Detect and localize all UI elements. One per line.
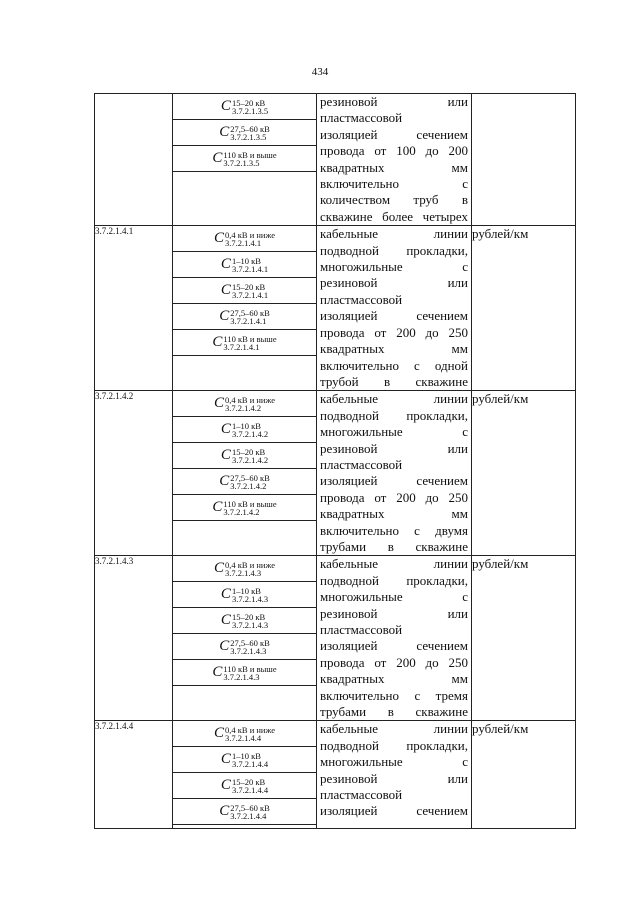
description-line: провода от 200 до 250 xyxy=(320,489,468,505)
symbol-entry xyxy=(173,278,316,304)
symbol-entry xyxy=(173,330,316,356)
description-line: пластмассовой xyxy=(320,622,403,637)
unit-cell xyxy=(472,556,576,721)
symbol-superscript: 1–10 кВ xyxy=(231,585,261,596)
symbol-formula xyxy=(214,560,275,577)
symbol-subscript: 3.7.2.1.4.3 xyxy=(231,619,269,630)
symbol-superscript: 1–10 кВ xyxy=(231,255,261,266)
description-line: изоляцией сечением xyxy=(320,473,468,489)
symbol-entry xyxy=(173,608,316,634)
symbol-subscript: 3.7.2.1.4.4 xyxy=(225,732,262,743)
symbol-subscript: 3.7.2.1.4.4 xyxy=(230,810,267,821)
symbol-subscript: 3.7.2.1.4.2 xyxy=(223,506,260,517)
description-line: провода от 100 до 200 xyxy=(320,143,468,159)
description-line: включительно с двумя xyxy=(320,522,468,538)
symbol-entry xyxy=(173,94,316,120)
symbol-formula xyxy=(221,98,268,115)
description-line: квадратных мм xyxy=(320,159,468,175)
symbol-base: C xyxy=(212,150,223,166)
symbol-base: C xyxy=(220,612,231,629)
symbol-subscript: 3.7.2.1.4.2 xyxy=(230,480,267,491)
description-line: подводной прокладки, xyxy=(320,242,468,258)
symbol-base: C xyxy=(212,664,223,681)
symbol-subscript: 3.7.2.1.4.1 xyxy=(230,315,267,326)
description-line: многожильные с xyxy=(320,259,468,275)
symbol-scripts xyxy=(232,587,268,603)
symbol-entry xyxy=(173,469,316,495)
symbol-scripts xyxy=(225,726,275,742)
symbol-superscript: 0,4 кВ и ниже xyxy=(225,229,275,240)
symbol-entry xyxy=(173,120,316,146)
symbol-subscript: 3.7.2.1.3.5 xyxy=(230,131,267,142)
symbol-subscript: 3.7.2.1.4.1 xyxy=(223,341,260,352)
symbol-formula xyxy=(219,473,270,490)
symbol-subscript: 3.7.2.1.4.1 xyxy=(231,289,269,300)
description-line: пластмассовой xyxy=(320,456,403,472)
description-line: провода от 200 до 250 xyxy=(320,324,468,340)
description-cell xyxy=(317,391,472,556)
symbol-formula xyxy=(214,725,275,742)
unit-label: рублей/км xyxy=(472,556,529,572)
symbol-entry xyxy=(173,252,316,278)
description-line: включительно с одной xyxy=(320,357,468,373)
symbol-entry xyxy=(173,747,316,773)
symbol-subscript: 3.7.2.1.4.3 xyxy=(231,593,269,604)
symbol-superscript: 110 кВ и выше xyxy=(223,149,277,160)
symbol-formula xyxy=(221,612,268,629)
symbol-superscript: 27,5–60 кВ xyxy=(230,123,270,134)
symbol-scripts xyxy=(230,309,270,325)
symbol-scripts xyxy=(230,474,270,490)
symbol-superscript: 15–20 кВ xyxy=(231,97,266,108)
description-line: кабельные линии xyxy=(320,391,468,407)
symbol-base: C xyxy=(212,499,223,516)
symbol-formula xyxy=(221,447,268,464)
symbol-base: C xyxy=(219,124,230,140)
symbol-subscript: 3.7.2.1.4.1 xyxy=(225,237,262,248)
symbol-base: C xyxy=(220,421,231,438)
symbol-base: C xyxy=(220,98,231,114)
description-line: изоляцией сечением xyxy=(320,126,468,142)
description-line: изоляцией сечением xyxy=(320,638,468,654)
symbol-base: C xyxy=(219,308,230,325)
symbol-subscript: 3.7.2.1.4.4 xyxy=(231,784,269,795)
symbol-formula xyxy=(214,395,275,412)
symbol-scripts xyxy=(223,335,276,351)
row-code-cell xyxy=(95,556,173,721)
symbol-superscript: 27,5–60 кВ xyxy=(230,307,270,318)
symbol-base: C xyxy=(219,803,230,820)
table-row xyxy=(95,226,576,391)
symbol-superscript: 15–20 кВ xyxy=(231,776,266,787)
symbol-formula xyxy=(221,421,268,438)
symbol-subscript: 3.7.2.1.4.2 xyxy=(231,428,269,439)
symbol-base: C xyxy=(214,395,225,412)
description-line: квадратных мм xyxy=(320,506,468,522)
description-line: трубой в скважине xyxy=(320,373,468,389)
symbol-superscript: 0,4 кВ и ниже xyxy=(225,724,275,735)
description-line: включительно с xyxy=(320,176,468,192)
symbol-subscript: 3.7.2.1.3.5 xyxy=(223,157,260,168)
symbol-base: C xyxy=(220,777,231,794)
symbol-entry xyxy=(173,556,316,582)
description-line: резиновой или xyxy=(320,94,468,109)
symbol-base: C xyxy=(219,473,230,490)
description-line: трубами в скважине xyxy=(320,704,468,720)
symbol-scripts xyxy=(232,99,268,115)
row-code-cell xyxy=(95,94,173,226)
description-cell xyxy=(317,556,472,721)
symbol-formula xyxy=(212,150,276,167)
row-code: 3.7.2.1.4.3 xyxy=(95,556,134,567)
symbol-entry xyxy=(173,721,316,747)
symbol-superscript: 0,4 кВ и ниже xyxy=(225,394,275,405)
description-line: квадратных мм xyxy=(320,341,468,357)
symbol-formula xyxy=(219,803,270,820)
symbol-superscript: 27,5–60 кВ xyxy=(230,472,270,483)
table-row xyxy=(95,556,576,721)
symbol-formula xyxy=(212,499,276,516)
description-cell xyxy=(317,721,472,829)
symbol-entry xyxy=(173,495,316,521)
symbol-superscript: 15–20 кВ xyxy=(231,446,266,457)
symbol-scripts xyxy=(232,448,268,464)
description-line: резиновой или xyxy=(320,275,468,291)
symbol-entry xyxy=(173,634,316,660)
tariff-table-body xyxy=(95,94,576,829)
symbol-subscript: 3.7.2.1.4.2 xyxy=(225,402,262,413)
description-line: кабельные линии xyxy=(320,556,468,572)
description-cell xyxy=(317,226,472,391)
symbol-base: C xyxy=(220,256,231,273)
table-row xyxy=(95,721,576,829)
symbol-superscript: 0,4 кВ и ниже xyxy=(225,559,275,570)
symbol-entry xyxy=(173,417,316,443)
description-line: пластмассовой xyxy=(320,291,403,307)
symbol-cell xyxy=(173,721,317,829)
symbol-entry xyxy=(173,799,316,825)
symbol-subscript: 3.7.2.1.4.4 xyxy=(231,758,269,769)
symbol-base: C xyxy=(220,282,231,299)
symbol-scripts xyxy=(232,422,268,438)
symbol-scripts xyxy=(230,639,270,655)
symbol-base: C xyxy=(220,586,231,603)
symbol-subscript: 3.7.2.1.3.5 xyxy=(231,105,269,116)
description-line: подводной прокладки, xyxy=(320,572,468,588)
description-line: многожильные с xyxy=(320,424,468,440)
symbol-scripts xyxy=(232,257,268,273)
symbol-cell xyxy=(173,556,317,721)
unit-cell xyxy=(472,94,576,226)
tariff-table xyxy=(94,93,576,829)
description-line: трубами в скважине xyxy=(320,538,468,554)
symbol-entry xyxy=(173,391,316,417)
description-line: кабельные линии xyxy=(320,226,468,242)
description-cell xyxy=(317,94,472,226)
description-line: резиновой или xyxy=(320,770,468,786)
symbol-entry xyxy=(173,773,316,799)
symbol-base: C xyxy=(214,230,225,247)
symbol-formula xyxy=(221,256,268,273)
unit-label: рублей/км xyxy=(472,391,529,407)
row-code: 3.7.2.1.4.4 xyxy=(95,721,134,732)
row-code-cell xyxy=(95,226,173,391)
table-row xyxy=(95,94,576,226)
symbol-superscript: 110 кВ и выше xyxy=(223,333,277,344)
symbol-scripts xyxy=(223,151,276,167)
description-line: включительно с тремя xyxy=(320,687,468,703)
row-code-cell xyxy=(95,391,173,556)
symbol-scripts xyxy=(225,231,275,247)
symbol-cell xyxy=(173,391,317,556)
symbol-scripts xyxy=(230,804,270,820)
table-row xyxy=(95,391,576,556)
symbol-superscript: 110 кВ и выше xyxy=(223,498,277,509)
symbol-base: C xyxy=(219,638,230,655)
description-line: квадратных мм xyxy=(320,671,468,687)
symbol-scripts xyxy=(223,665,276,681)
symbol-scripts xyxy=(223,500,276,516)
symbol-cell xyxy=(173,226,317,391)
symbol-entry xyxy=(173,304,316,330)
description-line: количеством труб в xyxy=(320,192,468,208)
page-number: 434 xyxy=(311,66,329,78)
description-line: провода от 200 до 250 xyxy=(320,654,468,670)
symbol-subscript: 3.7.2.1.4.2 xyxy=(231,454,269,465)
unit-label: рублей/км xyxy=(472,721,529,737)
symbol-scripts xyxy=(232,752,268,768)
description-line: многожильные с xyxy=(320,754,468,770)
symbol-formula xyxy=(219,124,270,141)
symbol-scripts xyxy=(225,396,275,412)
symbol-superscript: 27,5–60 кВ xyxy=(230,802,270,813)
symbol-formula xyxy=(221,586,268,603)
symbol-entry xyxy=(173,443,316,469)
row-code-cell xyxy=(95,721,173,829)
symbol-scripts xyxy=(225,561,275,577)
description-line: пластмассовой xyxy=(320,110,403,126)
symbol-base: C xyxy=(220,751,231,768)
symbol-entry xyxy=(173,660,316,686)
description-line: резиновой или xyxy=(320,605,468,621)
description-line: подводной прокладки, xyxy=(320,407,468,423)
symbol-subscript: 3.7.2.1.4.1 xyxy=(231,263,269,274)
unit-cell xyxy=(472,391,576,556)
symbol-superscript: 110 кВ и выше xyxy=(223,663,277,674)
symbol-formula xyxy=(221,777,268,794)
symbol-formula xyxy=(219,308,270,325)
description-line: подводной прокладки, xyxy=(320,737,468,753)
unit-cell xyxy=(472,721,576,829)
description-line: изоляцией сечением xyxy=(320,803,468,819)
symbol-cell xyxy=(173,94,317,226)
symbol-superscript: 1–10 кВ xyxy=(231,420,261,431)
row-code: 3.7.2.1.4.1 xyxy=(95,226,134,237)
symbol-superscript: 27,5–60 кВ xyxy=(230,637,270,648)
description-line: многожильные с xyxy=(320,589,468,605)
symbol-base: C xyxy=(212,334,223,351)
description-line: кабельные линии xyxy=(320,721,468,737)
description-line: скважине более четырех xyxy=(320,208,468,224)
symbol-entry xyxy=(173,226,316,252)
symbol-formula xyxy=(221,751,268,768)
symbol-entry xyxy=(173,582,316,608)
symbol-superscript: 1–10 кВ xyxy=(231,750,261,761)
description-line: резиновой или xyxy=(320,440,468,456)
description-line: изоляцией сечением xyxy=(320,308,468,324)
description-line: пластмассовой xyxy=(320,787,403,803)
symbol-subscript: 3.7.2.1.4.3 xyxy=(223,671,260,682)
symbol-scripts xyxy=(232,778,268,794)
symbol-base: C xyxy=(214,560,225,577)
symbol-entry xyxy=(173,146,316,172)
symbol-formula xyxy=(214,230,275,247)
symbol-base: C xyxy=(214,725,225,742)
row-code: 3.7.2.1.4.2 xyxy=(95,391,134,402)
symbol-subscript: 3.7.2.1.4.3 xyxy=(230,645,267,656)
symbol-superscript: 15–20 кВ xyxy=(231,281,266,292)
symbol-formula xyxy=(219,638,270,655)
symbol-formula xyxy=(212,334,276,351)
unit-label: рублей/км xyxy=(472,226,529,242)
symbol-formula xyxy=(212,664,276,681)
symbol-base: C xyxy=(220,447,231,464)
unit-cell xyxy=(472,226,576,391)
symbol-superscript: 15–20 кВ xyxy=(231,611,266,622)
symbol-scripts xyxy=(230,125,270,141)
symbol-scripts xyxy=(232,283,268,299)
symbol-formula xyxy=(221,282,268,299)
symbol-subscript: 3.7.2.1.4.3 xyxy=(225,567,262,578)
symbol-scripts xyxy=(232,613,268,629)
